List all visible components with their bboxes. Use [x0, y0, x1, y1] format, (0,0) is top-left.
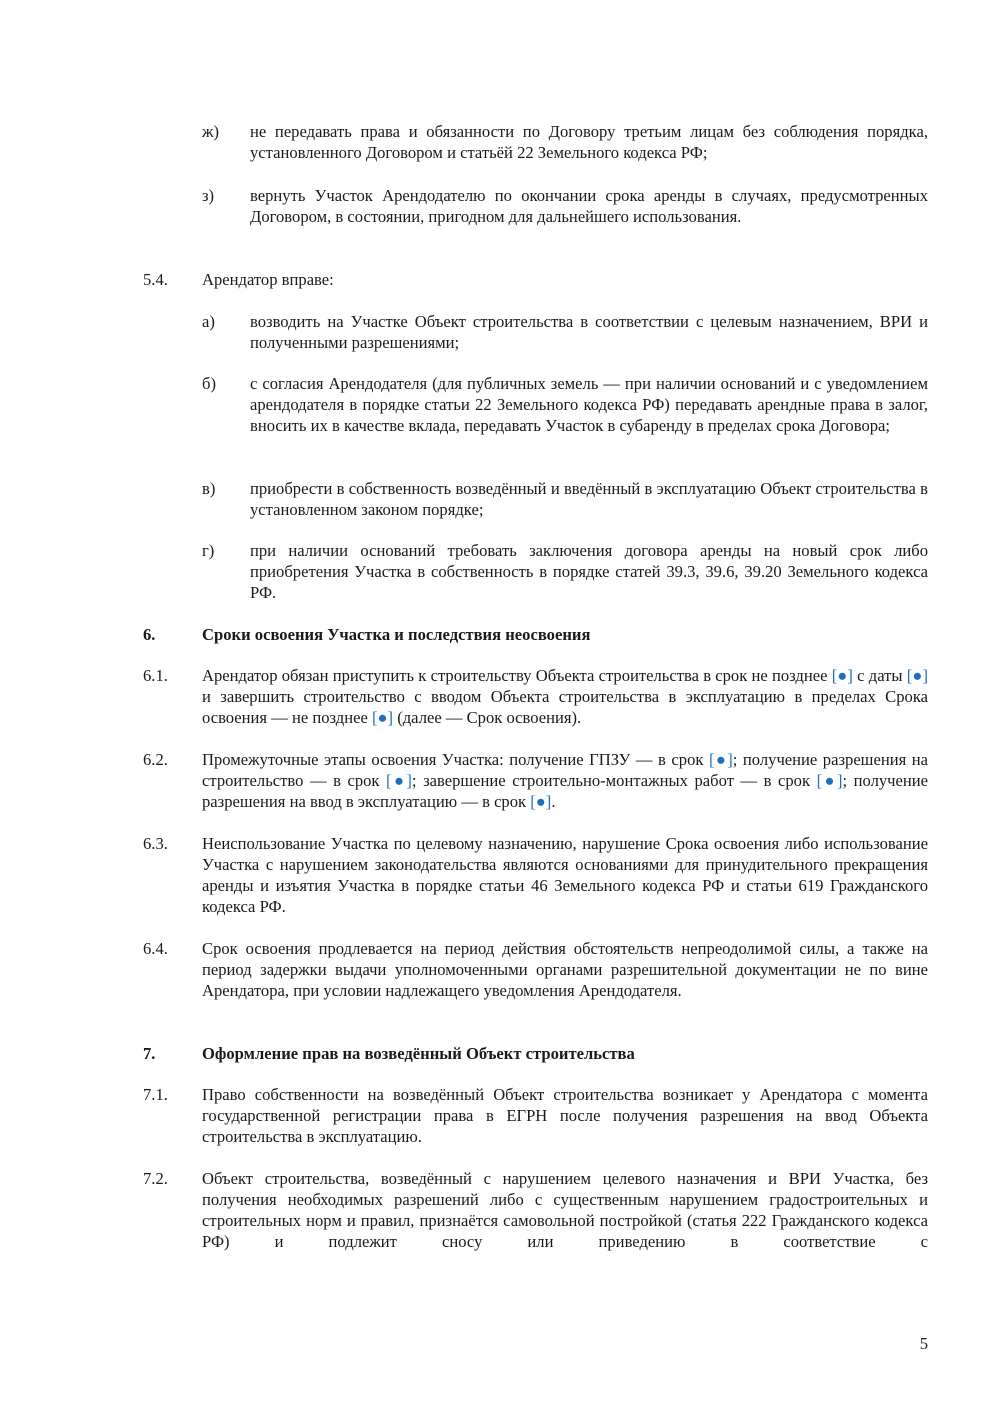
list-item-label: а) — [202, 312, 215, 331]
list-item-label: ж) — [202, 122, 219, 141]
clause-number: 6.2. — [143, 750, 168, 769]
placeholder-marker: [●] — [906, 666, 928, 685]
clause-text — [202, 749, 928, 812]
section-title: Оформление прав на возведённый Объект строительства — [202, 1044, 635, 1063]
clause-text: Неиспользование Участка по целевому назначению, нарушение Срока освоения либо использование Участка с нарушением законодательства являются основаниями для принудительного прекращения аренды и изъятия Участка в порядке статьи 46 Земельного кодекса РФ и статьи 619 Гражданского кодекса РФ. — [202, 834, 928, 916]
placeholder-marker: [●] — [708, 750, 733, 769]
clause-number: 6.3. — [143, 834, 168, 853]
text-fragment: Арендатор обязан приступить к строительству Объекта строительства в срок не позднее — [202, 666, 832, 685]
list-item-label: г) — [202, 541, 215, 560]
list-item-text: не передавать права и обязанности по Договору третьим лицам без соблюдения порядка, установленного Договором и статьёй 22 Земельного кодекса РФ; — [250, 122, 928, 162]
clause-text: Арендатор вправе: — [202, 270, 334, 289]
section-number: 7. — [143, 1044, 156, 1063]
placeholder-marker: [●] — [816, 771, 843, 790]
text-fragment: (далее — Срок освоения). — [393, 708, 582, 727]
text-fragment: Промежуточные этапы освоения Участка: получение ГПЗУ — в срок — [202, 750, 709, 769]
clause-number: 6.4. — [143, 939, 168, 958]
list-item-text: с согласия Арендодателя (для публичных земель — при наличии оснований и с уведомлением арендодателя в порядке статьи 22 Земельного кодекса РФ) передавать арендные права в залог, вносить их в качестве вклада, передавать Участок в субаренду в пределах срока Договора; — [250, 374, 928, 435]
text-fragment: ; получение разрешения на строительство — в срок — [202, 750, 928, 790]
text-fragment: с даты — [852, 666, 907, 685]
clause-number: 6.1. — [143, 666, 168, 685]
clause-number: 7.2. — [143, 1169, 168, 1188]
section-title: Сроки освоения Участка и последствия неосвоения — [202, 625, 591, 644]
list-item-label: б) — [202, 374, 216, 393]
text-fragment: и завершить строительство с вводом Объекта строительства в эксплуатацию в пределах Срока освоения — не позднее — [202, 687, 928, 727]
section-number: 6. — [143, 625, 156, 644]
clause-text: Право собственности на возведённый Объект строительства возникает у Арендатора с момента государственной регистрации права в ЕГРН после получения разрешения на ввод Объекта строительства в эксплуатацию. — [202, 1085, 928, 1146]
placeholder-marker: [●] — [371, 708, 394, 727]
clause-number: 5.4. — [143, 270, 168, 289]
clause-text: Срок освоения продлевается на период действия обстоятельств непреодолимой силы, а также на период задержки выдачи уполномоченными органами разрешительной документации не по вине Арендатора, при условии надлежащего уведомления Арендодателя. — [202, 939, 928, 1000]
list-item-label: з) — [202, 186, 215, 205]
list-item-text: возводить на Участке Объект строительства в соответствии с целевым назначением, ВРИ и полученными разрешениями; — [250, 312, 928, 352]
placeholder-marker: [●] — [386, 771, 412, 790]
clause-text: Объект строительства, возведённый с нарушением целевого назначения и ВРИ Участка, без получения необходимых разрешений либо с существенным нарушением градостроительных и строительных норм и правил, признаётся самовольной постройкой (статья 222 Гражданского кодекса РФ) и подлежит сносу или приведению в соответствие с — [202, 1169, 928, 1251]
text-fragment: ; завершение строительно-монтажных работ — в срок — [411, 771, 817, 790]
list-item-label: в) — [202, 479, 216, 498]
list-item-text: приобрести в собственность возведённый и введённый в эксплуатацию Объект строительства в установленном законом порядке; — [250, 479, 928, 519]
page-number: 5 — [919, 1334, 928, 1353]
placeholder-marker: [●] — [831, 666, 853, 685]
clause-number: 7.1. — [143, 1085, 168, 1104]
list-item-text: вернуть Участок Арендодателю по окончании срока аренды в случаях, предусмотренных Договором, в состоянии, пригодном для дальнейшего использования. — [250, 186, 928, 226]
placeholder-marker: [●] — [530, 792, 552, 811]
text-fragment: ; получение разрешения на ввод в эксплуатацию — в срок — [202, 771, 928, 811]
text-fragment: . — [551, 792, 556, 811]
list-item-text: при наличии оснований требовать заключения договора аренды на новый срок либо приобретения Участка в собственность в порядке статей 39.3, 39.6, 39.20 Земельного кодекса РФ. — [250, 541, 928, 602]
clause-text — [202, 665, 928, 728]
